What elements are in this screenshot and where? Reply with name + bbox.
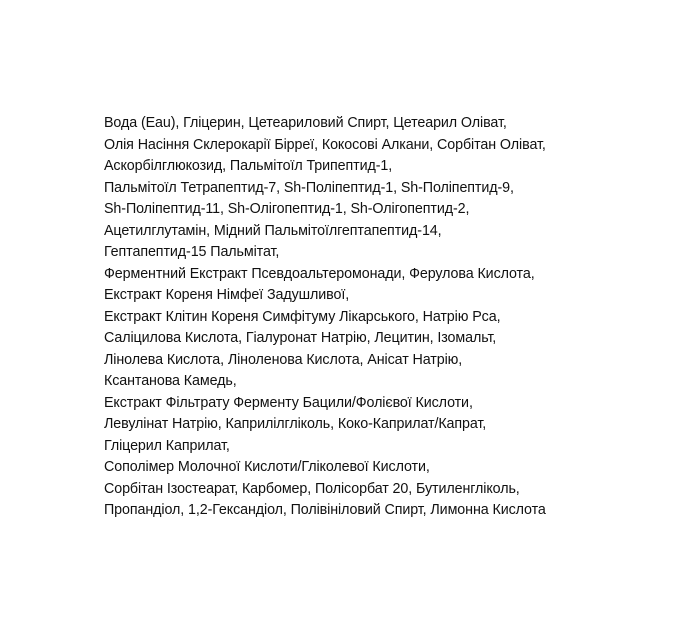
ingredients-line: Олія Насіння Склерокарії Бірреї, Кокосові Алкани, Сорбітан Оліват, bbox=[104, 136, 546, 153]
ingredients-line: Саліцилова Кислота, Гіалуронат Натрію, Лецитин, Ізомальт, bbox=[104, 330, 497, 346]
ingredients-line: Вода (Eau), Гліцерин, Цетеариловий Спирт, Цетеарил Оліват, bbox=[104, 115, 507, 131]
ingredients-list bbox=[104, 113, 664, 522]
ingredients-line: Гептапептид-15 Пальмітат, bbox=[104, 244, 280, 260]
ingredients-line: Ферментний Екстракт Псевдоальтеромонади, Ферулова Кислота, bbox=[104, 265, 535, 282]
ingredients-line: Пальмітоїл Тетрапептид-7, Sh-Поліпептид-1, Sh-Поліпептид-9, bbox=[104, 179, 514, 196]
ingredients-line: Сополімер Молочної Кислоти/Гліколевої Кислоти, bbox=[104, 459, 430, 475]
ingredients-line: Екстракт Кореня Німфеї Задушливої, bbox=[104, 287, 350, 303]
ingredients-line: Лінолева Кислота, Ліноленова Кислота, Анісат Натрію, bbox=[104, 351, 463, 368]
ingredients-line: Екстракт Клітин Кореня Симфітуму Лікарського, Натрію Pca, bbox=[104, 308, 501, 325]
ingredients-line: Sh-Поліпептид-11, Sh-Олігопептид-1, Sh-Олігопептид-2, bbox=[104, 201, 470, 217]
ingredients-line: Аскорбілглюкозид, Пальмітоїл Трипептид-1, bbox=[104, 158, 393, 174]
ingredients-line: Ксантанова Камедь, bbox=[104, 373, 237, 389]
ingredients-line: Левулінат Натрію, Каприлілгліколь, Коко-Каприлат/Капрат, bbox=[104, 416, 487, 432]
ingredients-line: Екстракт Фільтрату Ферменту Бацили/Фолієвої Кислоти, bbox=[104, 394, 473, 411]
ingredients-line: Пропандіол, 1,2-Гександіол, Полівініловий Спирт, Лимонна Кислота bbox=[104, 502, 546, 518]
ingredients-line: Гліцерил Каприлат, bbox=[104, 437, 230, 454]
ingredients-line: Сорбітан Ізостеарат, Карбомер, Полісорбат 20, Бутиленгліколь, bbox=[104, 480, 520, 497]
ingredients-line: Ацетилглутамін, Мідний Пальмітоїлгептапептид-14, bbox=[104, 222, 442, 239]
